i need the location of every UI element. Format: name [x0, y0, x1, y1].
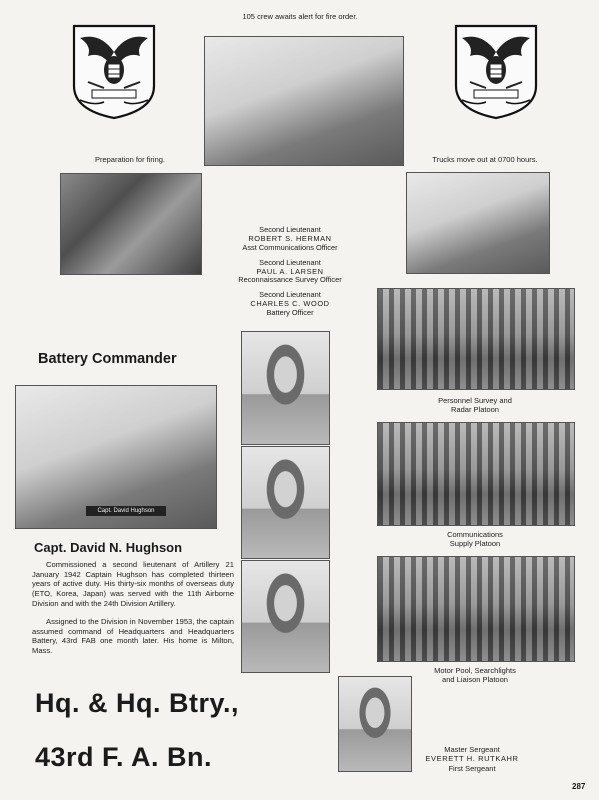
- officer-rank: Second Lieutenant: [259, 290, 321, 300]
- officer-entry: [205, 259, 375, 286]
- sergeant-caption: [412, 745, 532, 773]
- photo-trucks: [406, 172, 550, 274]
- portrait-larsen: [241, 446, 330, 559]
- unit-title-line2: 43rd F. A. Bn.: [35, 742, 213, 772]
- photo-personnel-survey-platoon: [377, 288, 575, 390]
- commander-bio-para1: Commissioned a second lieutenant of Artillery 21 January 1942 Captain Hughson has completed thirteen years of active duty. His thirty-six months of overseas duty (ETO, Korea, Japan) was served with the 11th Airborne Division and with the 24th Division Artillery.: [32, 560, 234, 608]
- caption-line: Communications: [447, 530, 503, 539]
- page-number: 287: [572, 782, 586, 791]
- portrait-wood: [241, 560, 330, 673]
- photo-motor-pool-platoon: [377, 556, 575, 662]
- officer-role: Battery Officer: [266, 308, 314, 317]
- sergeant-rank: Master Sergeant: [444, 745, 500, 754]
- officer-entry: [205, 226, 375, 253]
- caption-communications: [377, 530, 573, 549]
- desk-nameplate: Capt. David Hughson: [86, 506, 166, 516]
- section-title-battery-commander: Battery Commander: [38, 351, 177, 367]
- photo-map-reading: [60, 173, 202, 275]
- portrait-herman: [241, 331, 330, 445]
- officer-rank: Second Lieutenant: [259, 225, 321, 234]
- officers-list: [205, 226, 375, 324]
- officer-entry: [205, 291, 375, 318]
- caption-line: Supply Platoon: [449, 539, 501, 549]
- caption-line: Personnel Survey and: [438, 396, 512, 405]
- officer-name: PAUL A. LARSEN: [256, 266, 324, 276]
- eagle-crest-right-icon: [452, 22, 540, 120]
- officer-role: Reconnaissance Survey Officer: [238, 275, 342, 285]
- officer-rank: Second Lieutenant: [259, 257, 321, 267]
- caption-trucks: Trucks move out at 0700 hours.: [432, 155, 538, 164]
- commander-bio-para2: Assigned to the Division in November 1953, the captain assumed command of Headquarters and Headquarters Battery, 43rd FAB one month later. His home is Milton, Mass.: [32, 617, 234, 656]
- portrait-sergeant: [338, 676, 412, 772]
- caption-line: Motor Pool, Searchlights: [434, 666, 516, 675]
- caption-line: and Liaison Platoon: [442, 675, 508, 685]
- top-caption: 105 crew awaits alert for fire order.: [242, 12, 358, 21]
- sergeant-name: EVERETT H. RUTKAHR: [425, 754, 519, 764]
- officer-name: ROBERT S. HERMAN: [248, 233, 332, 243]
- unit-title-line1: Hq. & Hq. Btry.,: [35, 688, 240, 718]
- commander-name: Capt. David N. Hughson: [34, 540, 183, 555]
- photo-artillery-crew: [204, 36, 404, 166]
- caption-personnel: [377, 396, 573, 415]
- eagle-crest-left-icon: [70, 22, 158, 120]
- photo-commander: [15, 385, 217, 529]
- photo-communications-platoon: [377, 422, 575, 526]
- sergeant-role: First Sergeant: [448, 763, 496, 773]
- officer-role: Asst Communications Officer: [242, 242, 338, 252]
- caption-preparation: Preparation for firing.: [94, 155, 166, 164]
- officer-name: CHARLES C. WOOD: [250, 299, 330, 309]
- caption-line: Radar Platoon: [451, 405, 499, 415]
